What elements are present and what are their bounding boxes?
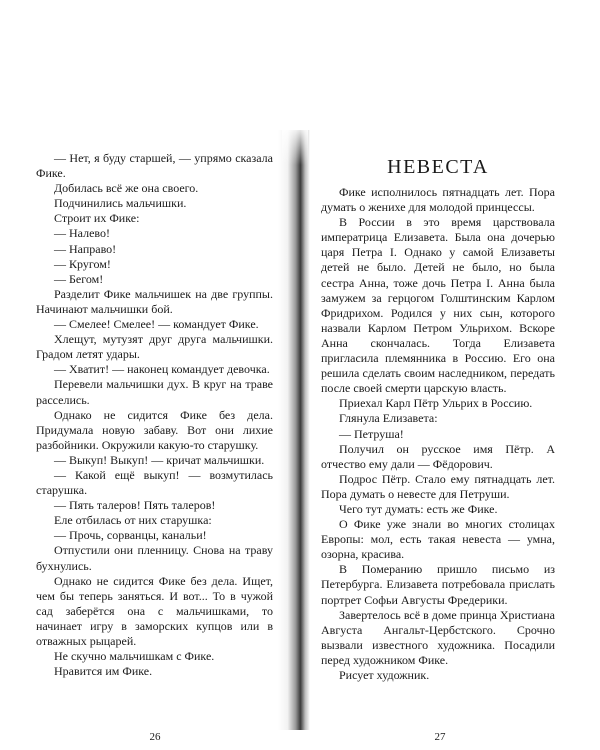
paragraph: Однако не сидится Фике без дела. Придумала новую забаву. Вот они лихие разбойники. Окружили какую-то старушку.	[36, 407, 273, 452]
paragraph: — Направо!	[54, 241, 117, 256]
paragraph: Подрос Пётр. Стало ему пятнадцать лет. Пора думать о невесте для Петруши.	[321, 471, 555, 501]
paragraph: Фике исполнилось пятнадцать лет. Пора думать о женихе для молодой принцессы.	[321, 185, 555, 215]
paragraph: Не скучно мальчишкам с Фике.	[54, 649, 215, 664]
paragraph: В Померанию пришло письмо из Петербурга. Елизавета потребовала прислать портрет Софьи Августы Фредерики.	[321, 562, 555, 607]
paragraph: Добилась всё же она своего.	[54, 181, 199, 196]
left-page-text	[36, 151, 273, 679]
paragraph: — Смелее! Смелее! — командует Фике.	[54, 317, 259, 332]
paragraph: Отпустили они пленницу. Снова на траву бухнулись.	[36, 543, 273, 573]
paragraph: — Прочь, сорванцы, канальи!	[54, 528, 207, 543]
book-gutter	[278, 130, 310, 730]
paragraph: Хлещут, мутузят друг друга мальчишки. Градом летят удары.	[36, 332, 273, 362]
paragraph: — Кругом!	[54, 256, 111, 271]
paragraph: Еле отбилась от них старушка:	[54, 513, 212, 528]
paragraph: Разделит Фике мальчишек на две группы. Начинают мальчишки бой.	[36, 286, 273, 316]
paragraph: В России в это время царствовала императрица Елизавета. Была она дочерью царя Петра I. Однако у самой Елизаветы детей не было. Детей не было, но была сестра Анна, тоже дочь Петра I. Анна была замужем за герцогом Голштинским Карлом Фридрихом. Родился у них сын, которого назвали Карлом Петром Ульрихом. Вскоре Анна скончалась. Тогда Елизавета пригласила племянника в Россию. Его она решила сделать своим наследником, передать после своей смерти царскую власть.	[321, 215, 555, 396]
paragraph: Нравится им Фике.	[54, 664, 153, 679]
paragraph: Строит их Фике:	[54, 211, 140, 226]
paragraph: Однако не сидится Фике без дела. Ищет, чем бы теперь заняться. И вот... То в чужой сад заберётся она с мальчишками, то начинает игру в заморских купцов или в отважных рыцарей.	[36, 573, 273, 648]
chapter-title: НЕВЕСТА	[387, 156, 489, 178]
paragraph: Чего тут думать: есть же Фике.	[339, 501, 498, 516]
page-number-left: 26	[149, 731, 161, 743]
page-number-right: 27	[434, 731, 446, 743]
paragraph: — Нет, я буду старшей, — упрямо сказала Фике.	[36, 151, 273, 181]
gutter-highlight	[282, 125, 308, 165]
paragraph: Рисует художник.	[339, 668, 430, 682]
paragraph: Глянула Елизавета:	[339, 411, 438, 426]
paragraph: — Петруша!	[339, 426, 404, 441]
paragraph: Завертелось всё в доме принца Христиана Августа Ангальт-Цербстского. Срочно вызвали известного художника. Посадили перед художником Фике.	[321, 607, 555, 667]
paragraph: Приехал Карл Пётр Ульрих в Россию.	[339, 396, 533, 411]
paragraph: — Хватит! — наконец командует девочка.	[54, 362, 270, 377]
paragraph: — Какой ещё выкуп! — возмутилась старушка.	[36, 467, 273, 498]
paragraph: О Фике уже знали во многих столицах Европы: мол, есть такая невеста — умна, озорна, красива.	[321, 517, 555, 562]
paragraph: Подчинились мальчишки.	[54, 196, 187, 211]
paragraph: Получил он русское имя Пётр. А отчество ему дали — Фёдорович.	[321, 441, 555, 471]
paragraph: — Бегом!	[54, 271, 104, 286]
paragraph: Перевели мальчишки дух. В круг на траве расселись.	[36, 377, 273, 407]
paragraph: — Выкуп! Выкуп! — кричат мальчишки.	[54, 452, 265, 467]
paragraph: — Пять талеров! Пять талеров!	[54, 498, 216, 513]
paragraph: — Налево!	[54, 226, 110, 241]
right-page-text	[321, 151, 555, 683]
